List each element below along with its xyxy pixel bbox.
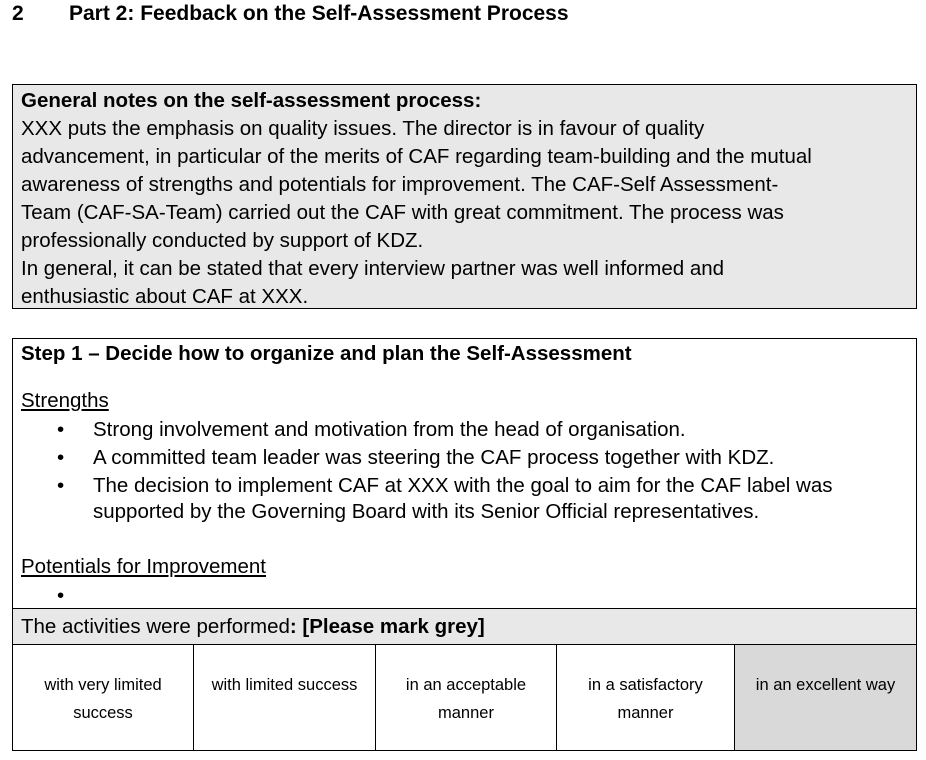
general-notes-line: XXX puts the emphasis on quality issues. The director is in favour of quality [21, 117, 705, 140]
rating-cell[interactable] [194, 645, 376, 750]
rating-label: success [73, 704, 133, 722]
rating-cell[interactable] [557, 645, 735, 750]
bullet-icon: • [57, 418, 65, 441]
rating-cell[interactable] [376, 645, 557, 750]
rating-label: in a satisfactory [588, 676, 703, 694]
strengths-list [21, 417, 901, 527]
step1-title: Step 1 – Decide how to organize and plan the Self-Assessment [21, 342, 632, 365]
improvement-label: Potentials for Improvement [21, 555, 266, 578]
rating-cell[interactable] [735, 645, 916, 750]
general-notes-line: advancement, in particular of the merits of CAF regarding team-building and the mutual [21, 145, 812, 168]
performed-mark: : [Please mark grey] [289, 615, 485, 638]
rating-label: with very limited [44, 676, 162, 694]
strength-text: The decision to implement CAF at XXX with the goal to aim for the CAF label was supported by the Governing Board with its Senior Official representatives. [93, 474, 833, 523]
rating-label: in an acceptable [405, 676, 527, 694]
list-item [21, 473, 901, 525]
rating-cell[interactable] [13, 645, 194, 750]
rating-label: manner [617, 704, 674, 722]
section-number: 2 [12, 2, 24, 25]
performed-text: The activities were performed [21, 615, 290, 638]
rating-label: with limited success [211, 676, 358, 694]
general-notes-line: Team (CAF-SA-Team) carried out the CAF with great commitment. The process was [21, 201, 784, 224]
rating-label: manner [438, 704, 494, 722]
performed-row [13, 608, 916, 645]
general-notes-box [12, 84, 917, 309]
list-item [21, 445, 901, 471]
general-notes-line: awareness of strengths and potentials for improvement. The CAF-Self Assessment- [21, 173, 779, 196]
strengths-label: Strengths [21, 389, 109, 412]
rating-row [13, 645, 916, 750]
general-notes-line: enthusiastic about CAF at XXX. [21, 285, 309, 308]
general-notes-line: In general, it can be stated that every interview partner was well informed and [21, 257, 725, 280]
bullet-icon: • [57, 584, 65, 607]
strength-text: A committed team leader was steering the CAF process together with KDZ. [93, 446, 775, 469]
step1-box [12, 338, 917, 751]
general-notes-title: General notes on the self-assessment process: [21, 89, 482, 112]
list-item [21, 417, 901, 443]
strength-text: Strong involvement and motivation from the head of organisation. [93, 418, 686, 441]
bullet-icon: • [57, 474, 65, 497]
rating-label: in an excellent way [755, 676, 896, 694]
section-title: Part 2: Feedback on the Self-Assessment Process [69, 2, 569, 25]
section-heading [12, 0, 569, 30]
general-notes-line: professionally conducted by support of KDZ. [21, 229, 424, 252]
bullet-icon: • [57, 446, 65, 469]
